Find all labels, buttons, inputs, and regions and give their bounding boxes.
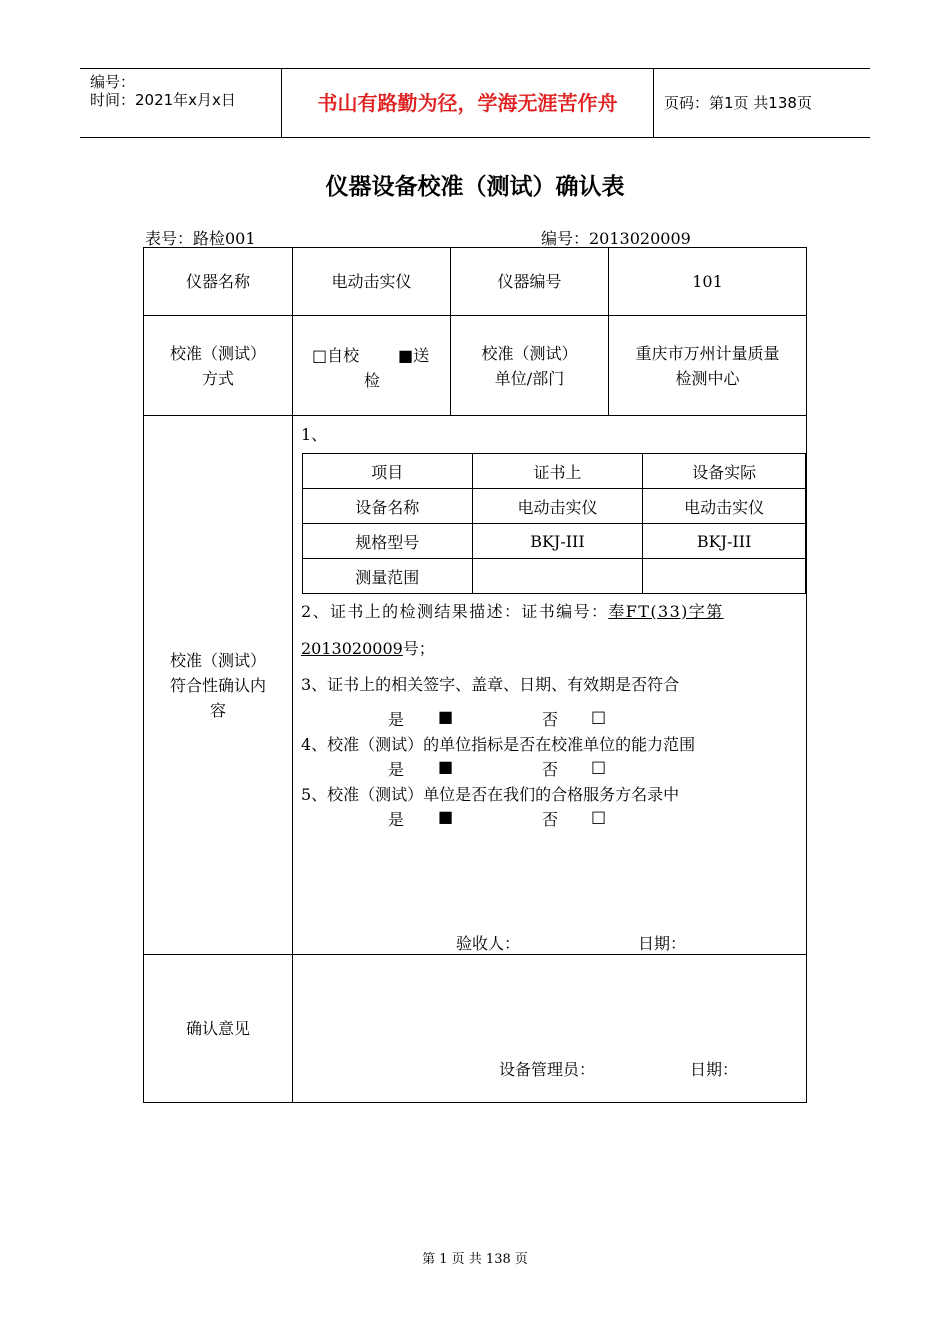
item5-text: 5、校准（测试）单位是否在我们的合格服务方名录中 bbox=[301, 785, 680, 804]
header-page-label: 页码：第1页 共138页 bbox=[664, 94, 812, 112]
instrument-id-label: 仪器编号 bbox=[497, 272, 562, 291]
opinion-label: 确认意见 bbox=[185, 1019, 250, 1038]
conformity-label-line2: 符合性确认内 bbox=[169, 675, 266, 695]
item5-no-mark: □ bbox=[591, 807, 607, 826]
table-row bbox=[303, 559, 806, 594]
method-send-option: ■送 bbox=[398, 346, 430, 365]
item4-yes-label: 是 bbox=[388, 760, 405, 779]
item5-yes-mark: ■ bbox=[438, 807, 454, 826]
table-header-cell: 设备实际 bbox=[643, 454, 806, 489]
item2-line2 bbox=[301, 636, 435, 659]
item4-no-label: 否 bbox=[542, 760, 559, 779]
item3-no-mark: □ bbox=[591, 707, 607, 726]
item3-no-label: 否 bbox=[542, 710, 559, 729]
table-row bbox=[303, 524, 806, 559]
page-footer: 第 1 页 共 138 页 bbox=[422, 1252, 528, 1267]
item5-no-label: 否 bbox=[542, 810, 559, 829]
unit-value bbox=[609, 316, 806, 415]
table-cell: 测量范围 bbox=[303, 559, 473, 594]
table-cell: BKJ-III bbox=[643, 524, 806, 559]
unit-label-line1: 校准（测试） bbox=[481, 343, 578, 363]
manager-date-label: 日期： bbox=[690, 1060, 739, 1079]
item1-label: 1、 bbox=[301, 425, 328, 444]
acceptor-date-label: 日期： bbox=[638, 934, 687, 953]
item3-text: 3、证书上的相关签字、盖章、日期、有效期是否符合 bbox=[301, 675, 680, 694]
header-motto: 书山有路勤为径，学海无涯苦作舟 bbox=[282, 69, 654, 137]
instrument-name-label: 仪器名称 bbox=[185, 272, 250, 291]
unit-value-line2: 检测中心 bbox=[675, 368, 740, 388]
comparison-table bbox=[302, 453, 806, 594]
method-label-line2: 方式 bbox=[201, 368, 234, 388]
conformity-label-line1: 校准（测试） bbox=[169, 650, 266, 670]
table-cell bbox=[643, 559, 806, 594]
item5-yes-label: 是 bbox=[388, 810, 405, 829]
item3-yes-label: 是 bbox=[388, 710, 405, 729]
item2-prefix: 2、证书上的检测结果描述：证书编号： bbox=[301, 602, 609, 621]
item2-cert-a: 奉FT(33)字第 bbox=[608, 602, 724, 621]
conformity-label bbox=[144, 416, 292, 954]
item2-suffix: 号； bbox=[402, 639, 435, 658]
unit-label-line2: 单位/部门 bbox=[494, 368, 565, 388]
table-cell: 设备名称 bbox=[303, 489, 473, 524]
method-send-option-cont: 检 bbox=[364, 371, 381, 390]
page-header bbox=[80, 68, 870, 138]
table-cell: 电动击实仪 bbox=[643, 489, 806, 524]
method-label bbox=[144, 316, 292, 415]
item2-line1 bbox=[301, 599, 724, 622]
grid-line bbox=[292, 248, 293, 1103]
conformity-label-line3: 容 bbox=[209, 700, 226, 720]
header-info-cell bbox=[80, 69, 282, 137]
instrument-name-value: 电动击实仪 bbox=[331, 272, 412, 291]
item3-yes-mark: ■ bbox=[438, 707, 454, 726]
document-title: 仪器设备校准（测试）确认表 bbox=[325, 174, 625, 200]
form-number: 表号：路检001 bbox=[145, 229, 256, 248]
table-cell: 规格型号 bbox=[303, 524, 473, 559]
table-header-cell: 项目 bbox=[303, 454, 473, 489]
table-row bbox=[303, 489, 806, 524]
item2-cert-b: 2013020009 bbox=[301, 639, 403, 658]
table-header-row bbox=[303, 454, 806, 489]
manager-label: 设备管理员： bbox=[499, 1060, 596, 1079]
method-self-option: □自校 bbox=[312, 346, 360, 365]
confirmation-form bbox=[143, 247, 807, 1103]
acceptor-label: 验收人： bbox=[456, 934, 521, 953]
serial-number: 编号：2013020009 bbox=[541, 229, 691, 248]
item4-text: 4、校准（测试）的单位指标是否在校准单位的能力范围 bbox=[301, 735, 696, 754]
table-cell: BKJ-III bbox=[472, 524, 643, 559]
table-cell: 电动击实仪 bbox=[472, 489, 643, 524]
header-time-label: 时间：2021年x月x日 bbox=[90, 91, 236, 109]
header-number-label: 编号： bbox=[90, 73, 136, 91]
item4-yes-mark: ■ bbox=[438, 757, 454, 776]
method-label-line1: 校准（测试） bbox=[169, 343, 266, 363]
unit-label bbox=[451, 316, 608, 415]
instrument-id-value: 101 bbox=[692, 272, 723, 291]
item4-no-mark: □ bbox=[591, 757, 607, 776]
unit-value-line1: 重庆市万州计量质量 bbox=[635, 343, 780, 363]
table-cell bbox=[472, 559, 643, 594]
table-header-cell: 证书上 bbox=[472, 454, 643, 489]
